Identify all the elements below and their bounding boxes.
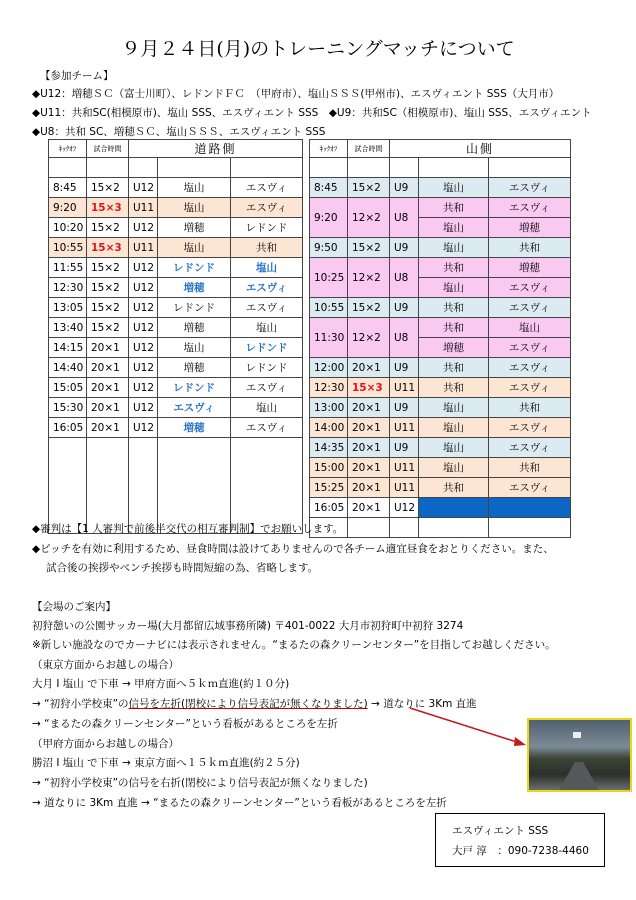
age-category: U9 xyxy=(390,178,419,198)
age-category: U12 xyxy=(129,358,158,378)
age-category: U12 xyxy=(129,218,158,238)
age-category: U9 xyxy=(390,298,419,318)
age-category: U12 xyxy=(129,418,158,438)
team-b: 塩山 xyxy=(231,258,303,278)
kickoff-time: 8:45 xyxy=(49,178,87,198)
kickoff-time: 11:30 xyxy=(310,318,348,358)
team-a: 共和 xyxy=(419,378,489,398)
kickoff-time: 13:00 xyxy=(310,398,348,418)
tokyo-step-2c: → 道なりに 3Km 直進 xyxy=(367,698,477,710)
kickoff-time: 14:00 xyxy=(310,418,348,438)
kickoff-time: 10:20 xyxy=(49,218,87,238)
team-b: 共和 xyxy=(231,238,303,258)
age-category: U12 xyxy=(129,318,158,338)
kickoff-time: 13:40 xyxy=(49,318,87,338)
kickoff-time: 10:55 xyxy=(49,238,87,258)
team-a: 共和 xyxy=(419,318,489,338)
match-duration: 15×3 xyxy=(87,238,129,258)
participants-heading: 【参加チーム】 xyxy=(40,70,114,82)
tokyo-step-3: → “まるたの森クリーンセンター”という看板があるところを左折 xyxy=(32,718,338,730)
team-a: 増穂 xyxy=(158,358,231,378)
team-b: レドンド xyxy=(231,218,303,238)
kickoff-time: 14:15 xyxy=(49,338,87,358)
kickoff-time: 10:25 xyxy=(310,258,348,298)
contact-person: 大戸 淳 ：090-7238-4460 xyxy=(452,845,589,857)
match-duration: 20×1 xyxy=(87,418,129,438)
team-b: エスヴィ xyxy=(489,378,571,398)
team-b: エスヴィ xyxy=(231,298,303,318)
team-b: 増穂 xyxy=(489,218,571,238)
match-duration: 20×1 xyxy=(348,478,390,498)
kickoff-time: 12:00 xyxy=(310,358,348,378)
venue-address: 初狩憩いの公園サッカー場(大月都留広域事務所隣) 〒401-0022 大月市初狩町中初狩 3274 xyxy=(32,620,464,632)
age-category: U8 xyxy=(390,318,419,358)
kickoff-time: 14:35 xyxy=(310,438,348,458)
team-b: エスヴィ xyxy=(231,178,303,198)
match-duration: 15×2 xyxy=(348,238,390,258)
team-b: 共和 xyxy=(489,238,571,258)
kickoff-time: 15:25 xyxy=(310,478,348,498)
team-b: エスヴィ xyxy=(489,478,571,498)
match-duration: 15×2 xyxy=(87,278,129,298)
age-category: U11 xyxy=(129,238,158,258)
team-a: 塩山 xyxy=(419,458,489,478)
referee-note: ◆審判は【1 人審判で前後半交代の相互審判制】でお願いします。 xyxy=(32,523,344,535)
kickoff-time: 15:30 xyxy=(49,398,87,418)
team-a: 共和 xyxy=(419,258,489,278)
pitch-note-cont: 試合後の挨拶やベンチ挨拶も時間短縮の為、省略します。 xyxy=(46,562,319,574)
road-side-header: 道路側 xyxy=(129,140,303,158)
match-duration: 20×1 xyxy=(87,378,129,398)
kickoff-time: 13:05 xyxy=(49,298,87,318)
contact-org: エスヴィエント SSS xyxy=(452,825,549,837)
team-a: エスヴィ xyxy=(158,398,231,418)
age-category: U11 xyxy=(390,418,419,438)
age-category: U12 xyxy=(129,398,158,418)
tokyo-step-2-underlined: 信号を左折(閉校により信号表記が無くなりました) xyxy=(128,698,368,710)
team-a: 塩山 xyxy=(158,238,231,258)
kickoff-time: 15:00 xyxy=(310,458,348,478)
kickoff-time: 12:30 xyxy=(49,278,87,298)
age-category: U9 xyxy=(390,438,419,458)
contact-box xyxy=(435,813,605,867)
kickoff-time: 15:05 xyxy=(49,378,87,398)
tokyo-step-1: 大月 I 塩山 で下車 → 甲府方面へ５ｋｍ直進(約１０分) xyxy=(32,678,290,690)
kickoff-time: 16:05 xyxy=(310,498,348,518)
team-a: 共和 xyxy=(419,478,489,498)
team-a: 塩山 xyxy=(419,438,489,458)
match-duration: 20×1 xyxy=(348,498,390,518)
match-duration: 20×1 xyxy=(348,358,390,378)
kickoff-time: 11:55 xyxy=(49,258,87,278)
pitch-note: ◆ピッチを有効に利用するため、昼食時間は設けてありませんので各チーム適宜昼食をおとりください。また、 xyxy=(32,543,554,555)
age-category: U11 xyxy=(390,458,419,478)
team-a: 塩山 xyxy=(419,398,489,418)
team-b: エスヴィ xyxy=(489,358,571,378)
team-b: レドンド xyxy=(231,338,303,358)
age-category: U9 xyxy=(390,398,419,418)
kickoff-time: 8:45 xyxy=(310,178,348,198)
match-duration: 20×1 xyxy=(348,418,390,438)
kickoff-header: ｷｯｸｵﾌ xyxy=(310,140,348,158)
match-duration: 15×2 xyxy=(348,298,390,318)
kickoff-time: 14:40 xyxy=(49,358,87,378)
team-b: エスヴィ xyxy=(231,198,303,218)
team-b: エスヴィ xyxy=(489,178,571,198)
team-a: 塩山 xyxy=(419,238,489,258)
team-b: 塩山 xyxy=(231,398,303,418)
age-category: U11 xyxy=(390,478,419,498)
duration-header: 試合時間 xyxy=(87,140,129,158)
team-a: レドンド xyxy=(158,298,231,318)
match-duration: 15×3 xyxy=(348,378,390,398)
kickoff-time: 9:50 xyxy=(310,238,348,258)
team-a: レドンド xyxy=(158,258,231,278)
participants-u8: ◆U8：共和 SC、増穂ＳＣ、塩山ＳＳＳ、エスヴィエント SSS xyxy=(32,126,326,138)
match-duration: 12×2 xyxy=(348,198,390,238)
team-b: エスヴィ xyxy=(231,418,303,438)
team-b: エスヴィ xyxy=(489,298,571,318)
team-a: 塩山 xyxy=(158,198,231,218)
match-duration: 15×3 xyxy=(87,198,129,218)
team-b: エスヴィ xyxy=(231,378,303,398)
match-duration: 12×2 xyxy=(348,258,390,298)
from-kofu-heading: （甲府方面からお越しの場合） xyxy=(32,738,179,750)
team-b: エスヴィ xyxy=(489,278,571,298)
match-duration: 15×2 xyxy=(87,258,129,278)
kofu-step-2: → “初狩小学校東”の信号を右折(閉校により信号表記が無くなりました) xyxy=(32,777,368,789)
team-a: 増穂 xyxy=(158,418,231,438)
page-title: ９月２４日(月)のトレーニングマッチについて xyxy=(121,38,515,60)
team-b: エスヴィ xyxy=(231,278,303,298)
age-category: U12 xyxy=(390,498,419,518)
team-a: 増穂 xyxy=(158,318,231,338)
team-b: エスヴィ xyxy=(489,418,571,438)
kickoff-time: 16:05 xyxy=(49,418,87,438)
match-duration: 20×1 xyxy=(87,358,129,378)
mountain-side-header: 山側 xyxy=(390,140,571,158)
match-duration: 20×1 xyxy=(87,398,129,418)
team-b: 塩山 xyxy=(231,318,303,338)
match-duration: 15×2 xyxy=(87,298,129,318)
match-duration: 20×1 xyxy=(348,398,390,418)
age-category: U11 xyxy=(390,378,419,398)
match-duration: 15×2 xyxy=(87,218,129,238)
venue-heading: 【会場のご案内】 xyxy=(32,601,116,613)
kickoff-time: 10:55 xyxy=(310,298,348,318)
team-a: 塩山 xyxy=(158,178,231,198)
age-category: U12 xyxy=(129,178,158,198)
team-b: 共和 xyxy=(489,398,571,418)
venue-navi-note: ※新しい施設なのでカーナビには表示されません。“まるたの森クリーンセンター”を目指してお越しください。 xyxy=(32,639,556,651)
kofu-step-1: 勝沼 I 塩山 で下車 → 東京方面へ１５ｋｍ直進(約２５分) xyxy=(32,757,300,769)
match-duration: 15×2 xyxy=(87,318,129,338)
team-a: 塩山 xyxy=(419,278,489,298)
kickoff-time: 9:20 xyxy=(310,198,348,238)
match-duration: 20×1 xyxy=(348,438,390,458)
participants-u12: ◆U12：増穂ＳＣ（富士川町）、レドンドＦＣ （甲府市）、塩山ＳＳＳ(甲州市)、エスヴィエント SSS（大月市） xyxy=(32,88,560,100)
team-a: 塩山 xyxy=(158,338,231,358)
team-a: 増穂 xyxy=(419,338,489,358)
from-tokyo-heading: （東京方面からお越しの場合） xyxy=(32,659,179,671)
duration-header: 試合時間 xyxy=(348,140,390,158)
team-a: 塩山 xyxy=(419,178,489,198)
team-a: 共和 xyxy=(419,298,489,318)
team-b: 増穂 xyxy=(489,258,571,278)
team-b: エスヴィ xyxy=(489,338,571,358)
team-a: レドンド xyxy=(158,378,231,398)
age-category: U12 xyxy=(129,298,158,318)
team-a: 共和 xyxy=(419,198,489,218)
age-category: U12 xyxy=(129,338,158,358)
age-category: U9 xyxy=(390,238,419,258)
match-duration: 20×1 xyxy=(87,338,129,358)
kofu-step-3: → 道なりに 3Km 直進 → “まるたの森クリーンセンター”という看板があるところを左折 xyxy=(32,797,447,809)
kickoff-time: 12:30 xyxy=(310,378,348,398)
match-duration: 15×2 xyxy=(348,178,390,198)
age-category: U11 xyxy=(129,198,158,218)
team-b: レドンド xyxy=(231,358,303,378)
team-a: 共和 xyxy=(419,358,489,378)
age-category: U8 xyxy=(390,258,419,298)
participants-u11-u9: ◆U11：共和SC(相模原市)、塩山 SSS、エスヴィエント SSS ◆U9：共和SC（相模原市)、塩山 SSS、エスヴィエント xyxy=(32,107,592,119)
kickoff-header: ｷｯｸｵﾌ xyxy=(49,140,87,158)
match-duration: 15×2 xyxy=(87,178,129,198)
age-category: U12 xyxy=(129,278,158,298)
intersection-photo xyxy=(527,718,632,792)
match-duration: 12×2 xyxy=(348,318,390,358)
kickoff-time: 9:20 xyxy=(49,198,87,218)
team-a: 塩山 xyxy=(419,418,489,438)
age-category: U9 xyxy=(390,358,419,378)
age-category: U12 xyxy=(129,258,158,278)
team-b: エスヴィ xyxy=(489,438,571,458)
team-b: 塩山 xyxy=(489,318,571,338)
team-a: 増穂 xyxy=(158,218,231,238)
tokyo-step-2a: → “初狩小学校東”の xyxy=(32,698,129,710)
age-category: U12 xyxy=(129,378,158,398)
team-b: エスヴィ xyxy=(489,198,571,218)
team-b: 共和 xyxy=(489,458,571,478)
age-category: U8 xyxy=(390,198,419,238)
team-a: 増穂 xyxy=(158,278,231,298)
team-a: 塩山 xyxy=(419,218,489,238)
match-duration: 20×1 xyxy=(348,458,390,478)
